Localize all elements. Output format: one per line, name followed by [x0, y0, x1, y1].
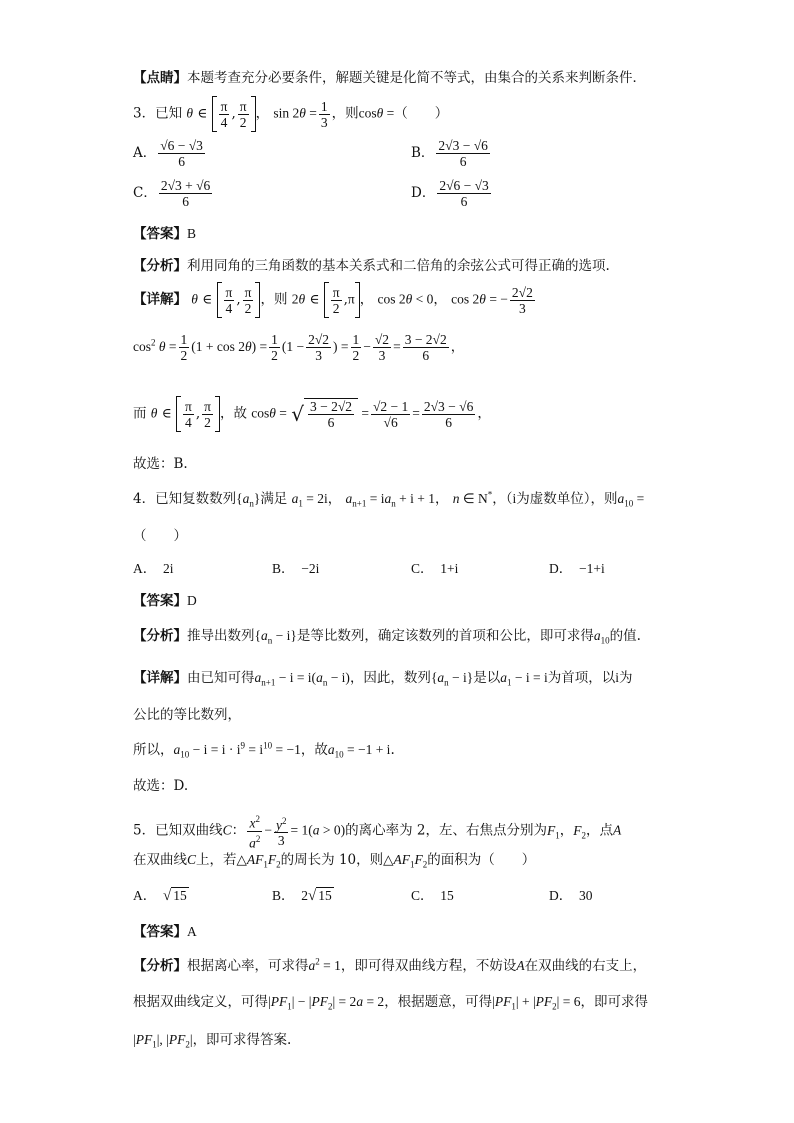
q3-detail-2: $\cos^2 \theta$ = $\frac{1}{2}$ (1 + cos 2θ) = $\frac{1}{2}$ (1 − $\frac{2√2}{3}$ ) = $\frac{1}{2}$ − $\frac{√2}{3}$ = $\frac{3 - 2√2}{6}$ ，	[133, 332, 465, 363]
q4-answer	[133, 589, 197, 609]
q4-stem-i-note: 为虚数单位），则	[516, 491, 618, 507]
detail-tag: 【详解】	[133, 291, 187, 308]
analysis-a: 推导出数列	[187, 628, 255, 644]
q4-conclusion: 故选：D.	[133, 778, 189, 794]
q5-stem-b: ，点	[585, 822, 613, 839]
note-text: 本题考查充分必要条件，解题关键是化简不等式，由集合的关系来判断条件．	[187, 70, 646, 86]
option-b-den: 6	[459, 154, 467, 169]
analysis-line1-c: 在双曲线的右支上，	[524, 958, 647, 974]
analysis-tag: 【分析】	[133, 958, 187, 974]
analysis-line3: ，即可求得答案.	[192, 1032, 292, 1048]
q5-option-b: B． 2√ 15	[272, 888, 332, 904]
q4-option-d: D． −1+i	[549, 561, 605, 576]
option-c-den: 6	[182, 194, 189, 209]
q4-option-b: B． −2i	[272, 561, 320, 576]
q3-stem-mid: ，	[255, 105, 270, 122]
option-d-den: 6	[460, 194, 468, 209]
q3-blank: （ ）	[394, 105, 449, 122]
q4-stem-blank: （ ）	[133, 528, 187, 544]
q5-analysis-1: 【分析】根据离心率，可求得$a^2 = 1$，即可得双曲线方程，不妨设A在双曲线的右支上，	[133, 956, 647, 974]
option-label: D．	[411, 185, 436, 201]
q4-detail-1: 【详解】由已知可得$a_{n+1} - i = i(a_n - i)$，因此，数列$\{a_n - i\}$是以$a_1 - i = i$为首项，以i为	[133, 670, 633, 688]
analysis-c: 的值.	[609, 628, 641, 644]
option-a-den: 6	[178, 154, 185, 169]
q5-stem-2: 在双曲线C上，若$\triangle AF_1F_2$的周长为 10，则$\triangle AF_1F_2$的面积为（ ）	[133, 852, 536, 870]
q3-option-b	[411, 138, 492, 169]
q3-option-a	[133, 138, 207, 169]
pi-over-4: $\frac{\pi}{4}$	[220, 98, 228, 130]
q4-detail-2: 公比的等比数列，	[133, 707, 241, 723]
q3-stem-suffix: ，则	[331, 105, 359, 122]
analysis-line2-a: 根据双曲线定义，可得	[133, 994, 268, 1010]
q3-analysis	[133, 254, 610, 274]
answer-value: A	[187, 924, 197, 939]
option-label: A．	[133, 888, 150, 903]
option-c-num: 2√3 + √6	[160, 178, 211, 193]
q5-option-d: D． 30	[549, 888, 593, 903]
q5-stem: 5．已知双曲线C： $\frac{x^2}{a^2}$ − $\frac{y^2}{3}$ = 1(a > 0)的离心率为 2，左、右焦点分别为$F_1$，$F_2$，点A	[133, 814, 622, 850]
q4-stem-prefix: 4．已知复数数列	[133, 491, 237, 507]
q5-stem-line2-a: 在双曲线	[133, 852, 187, 868]
analysis-line2-b: ，根据题意，可得	[384, 994, 493, 1010]
answer-tag: 【答案】	[133, 924, 187, 940]
q4-detail-3: 所以，$a_{10} - i = i \cdot i^9 = i^{10} = -1$，故$a_{10} = -1 + i$.	[133, 740, 395, 760]
option-label: A．	[133, 145, 157, 161]
q5-stem-line2-b: 上，若	[196, 852, 237, 868]
q5-analysis-2: 根据双曲线定义，可得$|PF_1| - |PF_2| = 2a = 2$，根据题意，可得$|PF_1| + |PF_2| = 6$，即可求得	[133, 994, 648, 1012]
answer-value: B	[187, 226, 197, 241]
q5-stem-prefix: 5．已知双曲线	[133, 822, 223, 839]
option-label: C．	[133, 185, 157, 201]
q5-stem-line2-d: 的面积为（ ）	[427, 852, 536, 868]
option-label: B．	[411, 145, 435, 161]
q4-stem: 4．已知复数数列$\{a_n\}$满足 $a_1 = 2i$， $a_{n+1} = ia_n + i + 1$， n ∈ N*，（i为虚数单位），则$a_{10}$ =	[133, 489, 645, 509]
option-label: B．	[272, 888, 288, 903]
q5-option-a: A． √ 15	[133, 888, 187, 904]
detail-e: 为	[619, 670, 633, 686]
detail-b: ，因此，数列	[349, 670, 431, 686]
note-tag: 【点睛】	[133, 70, 187, 86]
answer-tag: 【答案】	[133, 593, 187, 609]
analysis-line1-b: ，即可得双曲线方程，不妨设	[340, 958, 517, 974]
answer-tag: 【答案】	[133, 226, 187, 242]
analysis-text: 利用同角的三角函数的基本关系式和二倍角的余弦公式可得正确的选项.	[187, 258, 610, 274]
q3-option-d	[411, 178, 493, 209]
q4-stem-mid: 满足	[260, 491, 288, 507]
detail-tag: 【详解】	[133, 670, 187, 686]
q5-answer	[133, 920, 197, 940]
q3-stem: 3．已知 θ ∈ $\frac{\pi}{4}$ , $\frac{\pi}{2}$ ， sin 2θ = $\frac{1}{3}$ ，则cosθ =（ ）	[133, 96, 448, 132]
detail-c: 是以	[473, 670, 501, 686]
analysis-line1-a: 根据离心率，可求得	[187, 958, 309, 974]
q5-stem-a: 的离心率为 2，左、右焦点分别为	[345, 822, 547, 839]
q3-detail-3: 而 θ ∈ $\frac{\pi}{4}$ , $\frac{\pi}{2}$ ，故 cosθ = √ $\frac{3 - 2√2}{6}$ = $\frac{√2 - 1}{√6}$ = $\frac{2√3 - √6}{6}$ ，	[133, 396, 491, 432]
analysis-tag: 【分析】	[133, 628, 187, 644]
q4-stem-paren: ，（	[492, 491, 513, 507]
q3-option-c	[133, 178, 214, 209]
option-a-num: √6 − √3	[160, 138, 203, 153]
detail-line3-a: 所以，	[133, 742, 174, 758]
q5-stem-line2-c: 的周长为 10，则	[280, 852, 384, 868]
q4-option-a: A． 2i	[133, 561, 174, 576]
q4-option-c: C． 1+i	[411, 561, 459, 576]
detail-d: 为首项，以	[547, 670, 616, 686]
analysis-tag: 【分析】	[133, 258, 187, 274]
detail-line3-b: ，故	[300, 742, 328, 758]
option-d-num: 2√6 − √3	[439, 178, 489, 193]
q3-stem-prefix: 3．已知	[133, 105, 183, 122]
q5-analysis-3: $|PF_1|$, $|PF_2|$，即可求得答案.	[133, 1032, 292, 1050]
q3-conclusion: 故选：B.	[133, 456, 188, 472]
q2-note	[133, 66, 646, 86]
answer-value: D	[187, 593, 197, 608]
option-b-num: 2√3 − √6	[438, 138, 488, 153]
q5-option-c: C． 15	[411, 888, 454, 903]
analysis-b: 是等比数列，确定该数列的首项和公比，即可求得	[296, 628, 594, 644]
q3-detail-1: 【详解】 θ ∈ $\frac{\pi}{4}$ , $\frac{\pi}{2}$ ，则 2θ ∈ $\frac{\pi}{2}$ ,π ， cos 2θ < 0， cos 2θ = − $\frac{2√2}{3}$	[133, 282, 537, 318]
detail-a: 由已知可得	[187, 670, 255, 686]
q3-answer	[133, 222, 196, 242]
q4-analysis: 【分析】推导出数列$\{a_n - i\}$是等比数列，确定该数列的首项和公比，即可求得$a_{10}$的值.	[133, 628, 641, 646]
analysis-line2-c: ，即可求得	[580, 994, 648, 1010]
